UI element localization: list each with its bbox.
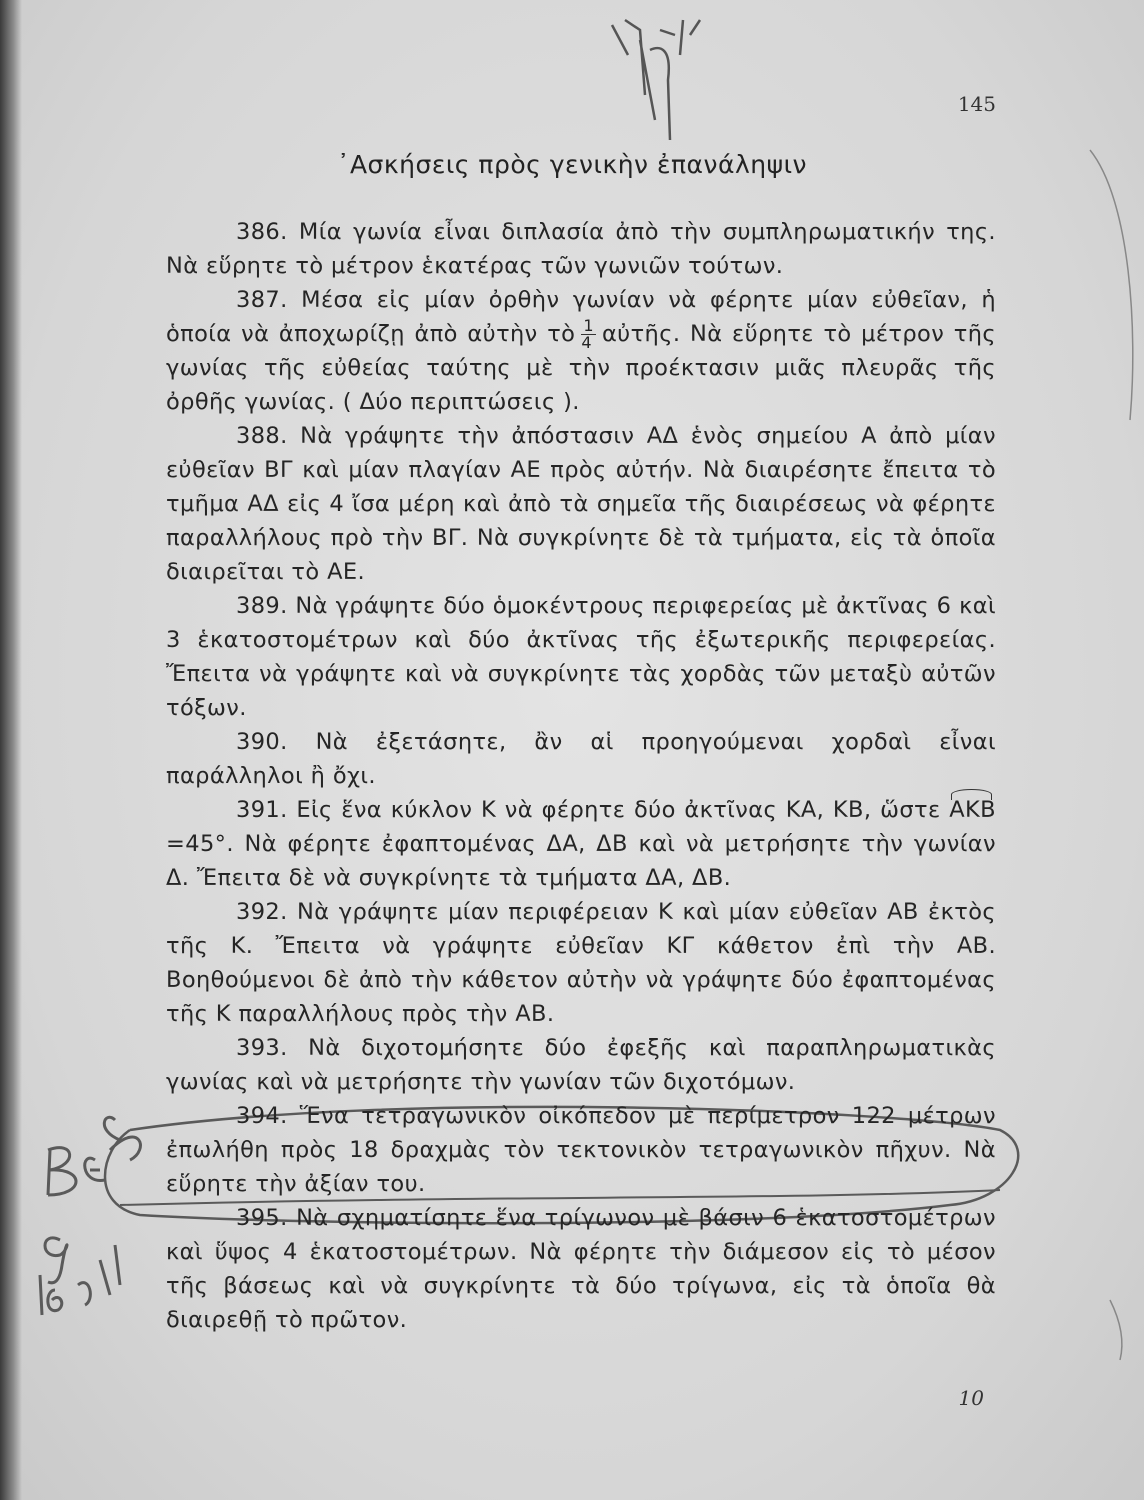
signature-mark: 10 xyxy=(958,1386,984,1410)
exercise-391 xyxy=(166,793,996,895)
exercise-number: 387. xyxy=(236,287,288,313)
exercise-text: Νὰ διχοτομήσητε δύο ἐφεξῆς καὶ παραπληρωματικὰς γωνίας καὶ νὰ μετρήσητε τὴν γωνίαν τῶν διχοτόμων. xyxy=(166,1035,996,1095)
exercise-list xyxy=(166,215,996,1337)
exercise-text: Μία γωνία εἶναι διπλασία ἀπὸ τὴν συμπληρωματικήν της. Νὰ εὕρητε τὸ μέτρον ἑκατέρας τῶν γωνιῶν τούτων. xyxy=(166,219,996,279)
fraction-numerator: 1 xyxy=(583,316,594,335)
exercise-text: Ἕνα τετραγωνικὸν οἰκόπεδον μὲ περίμετρον 122 μέτρων ἐπωλήθη πρὸς 18 δραχμὰς τὸν τεκτονικὸν τετραγωνικὸν πῆχυν. Νὰ εὕρητε τὴν ἀξίαν του. xyxy=(166,1103,997,1197)
exercise-number: 388. xyxy=(236,423,288,449)
exercise-text: Νὰ γράψητε μίαν περιφέρειαν Κ καὶ μίαν εὐθεῖαν ΑΒ ἐκτὸς τῆς Κ. Ἔπειτα νὰ γράψητε εὐθεῖαν ΚΓ κάθετον ἐπὶ τὴν ΑΒ. Βοηθούμενοι δὲ ἀπὸ τὴν κάθετον αὐτὴν νὰ γράψητε δύο ἐφαπτομένας τῆς Κ παραλλήλους πρὸς τὴν ΑΒ. xyxy=(166,899,996,1027)
exercise-text-continued: αὐτῆς. Νὰ εὕρητε τὸ μέτρον τῆς γωνίας τῆς εὐθείας ταύτης μὲ τὴν προέκτασιν μιᾶς πλευρᾶς τῆς ὀρθῆς γωνίας. ( Δύο περιπτώσεις ). xyxy=(166,321,996,415)
page-number: 145 xyxy=(957,92,996,116)
exercise-number: 391. xyxy=(236,797,288,823)
exercise-387 xyxy=(166,283,996,419)
margin-curve xyxy=(1090,150,1133,420)
exercise-number: 386. xyxy=(236,219,288,245)
fraction-denominator: 4 xyxy=(581,333,592,352)
exercise-text: Νὰ ἐξετάσητε, ἂν αἱ προηγούμεναι χορδαὶ εἶναι παράλληλοι ἢ ὄχι. xyxy=(166,729,996,789)
exercise-number: 395. xyxy=(236,1205,288,1231)
exercise-number: 392. xyxy=(236,899,288,925)
exercise-394 xyxy=(166,1099,996,1201)
section-title: ᾿Ασκήσεις πρὸς γενικὴν ἐπανάληψιν xyxy=(336,150,808,179)
margin-handwriting xyxy=(40,1117,140,1315)
margin-tick xyxy=(1110,1300,1122,1360)
book-spine-shadow xyxy=(0,0,22,1500)
exercise-text: Μέσα εἰς μίαν ὀρθὴν γωνίαν νὰ φέρητε μίαν εὐθεῖαν, ἡ ὁποία νὰ ἀποχωρίζῃ ἀπὸ αὐτὴν τὸ xyxy=(166,287,996,347)
exercise-386 xyxy=(166,215,996,283)
exercise-395 xyxy=(166,1201,996,1337)
exercise-text: Νὰ σχηματίσητε ἕνα τρίγωνον μὲ βάσιν 6 ἑκατοστομέτρων καὶ ὕψος 4 ἑκατοστομέτρων. Νὰ φέρητε τὴν διάμεσον εἰς τὸ μέσον τῆς βάσεως καὶ νὰ συγκρίνητε τὰ δύο τρίγωνα, εἰς τὰ ὁποῖα θὰ διαιρεθῇ τὸ πρῶτον. xyxy=(166,1205,996,1333)
exercise-393 xyxy=(166,1031,996,1099)
angle-symbol: ΑΚΒ xyxy=(949,793,996,827)
exercise-390 xyxy=(166,725,996,793)
exercise-text: Νὰ γράψητε δύο ὁμοκέντρους περιφερείας μὲ ἀκτῖνας 6 καὶ 3 ἑκατοστομέτρων καὶ δύο ἀκτῖνας τῆς ἐξωτερικῆς περιφερείας. Ἔπειτα νὰ γράψητε καὶ νὰ συγκρίνητε τὰς χορδὰς τῶν μεταξὺ αὐτῶν τόξων. xyxy=(166,593,996,721)
exercise-text: Νὰ γράψητε τὴν ἀπόστασιν ΑΔ ἑνὸς σημείου Α ἀπὸ μίαν εὐθεῖαν ΒΓ καὶ μίαν πλαγίαν ΑΕ πρὸς αὐτήν. Νὰ διαιρέσητε ἔπειτα τὸ τμῆμα ΑΔ εἰς 4 ἴσα μέρη καὶ ἀπὸ τὰ σημεῖα τῆς διαιρέσεως νὰ φέρητε παραλλήλους πρὸ τὴν ΒΓ. Νὰ συγκρίνητε δὲ τὰ τμήματα, εἰς τὰ ὁποῖα διαιρεῖται τὸ ΑΕ. xyxy=(166,423,997,585)
exercise-389 xyxy=(166,589,996,725)
exercise-number: 394. xyxy=(236,1103,288,1129)
top-scribble xyxy=(612,20,700,140)
exercise-number: 389. xyxy=(236,593,288,619)
exercise-388 xyxy=(166,419,996,589)
exercise-number: 393. xyxy=(236,1035,288,1061)
fraction xyxy=(581,318,596,351)
angle-value: =45°. xyxy=(166,831,234,857)
exercise-392 xyxy=(166,895,996,1031)
exercise-text: Εἰς ἕνα κύκλον Κ νὰ φέρητε δύο ἀκτῖνας ΚΑ, ΚΒ, ὥστε xyxy=(296,797,941,823)
exercise-text-continued: Νὰ φέρητε ἐφαπτομένας ΔΑ, ΔΒ καὶ νὰ μετρήσητε τὴν γωνίαν Δ. Ἔπειτα δὲ νὰ συγκρίνητε τὰ τμήματα ΔΑ, ΔΒ. xyxy=(166,831,996,891)
exercise-number: 390. xyxy=(236,729,288,755)
